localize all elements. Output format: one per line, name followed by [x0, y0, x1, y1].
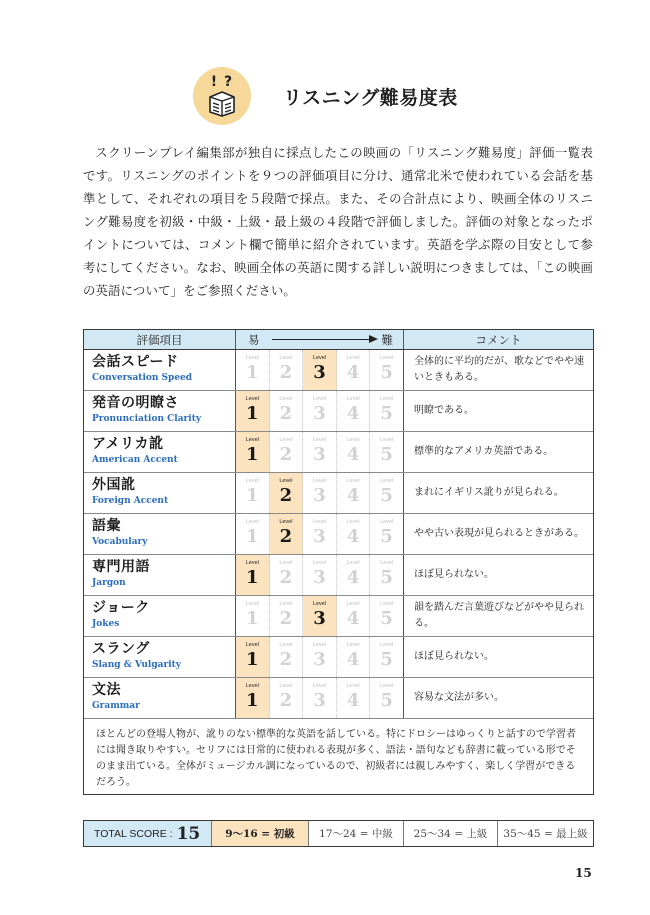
level-number: 3: [313, 444, 326, 465]
level-cell: [303, 432, 337, 472]
level-number: 1: [246, 608, 259, 629]
level-label: Level: [245, 642, 259, 648]
table-row: [84, 637, 593, 678]
box-icon: [208, 91, 236, 117]
total-score-value: 15: [176, 823, 201, 844]
level-cells: [236, 596, 404, 636]
level-cell: [270, 432, 304, 472]
level-cells: [236, 432, 404, 472]
level-cell-selected: [303, 350, 337, 390]
criterion-name-en: Jokes: [92, 619, 120, 629]
level-cell: [370, 350, 403, 390]
criterion-cell: [84, 678, 236, 718]
level-label: Level: [346, 642, 360, 648]
level-number: 4: [346, 690, 360, 711]
score-range-intermediate: 17〜24 = 中級: [309, 821, 404, 846]
level-label: Level: [380, 601, 394, 607]
listening-difficulty-table: [83, 329, 594, 795]
level-label: Level: [312, 601, 327, 607]
level-number: 3: [313, 690, 326, 711]
criterion-name-jp: 専門用語: [92, 559, 150, 575]
level-number: 4: [346, 649, 360, 670]
level-label: Level: [279, 396, 293, 402]
level-label: Level: [312, 396, 327, 402]
level-number: 3: [313, 362, 326, 383]
level-number: 3: [313, 649, 326, 670]
level-cell: [370, 678, 403, 718]
level-cell: [337, 432, 371, 472]
level-cell: [370, 555, 403, 595]
section-heading: [193, 66, 458, 126]
level-cells: [236, 555, 404, 595]
table-header: [84, 330, 593, 350]
level-number: 1: [246, 649, 259, 670]
level-number: 1: [246, 444, 259, 465]
level-label: Level: [380, 560, 394, 566]
level-label: Level: [279, 642, 293, 648]
level-cells: [236, 514, 404, 554]
level-label: Level: [245, 437, 259, 443]
level-number: 2: [279, 526, 293, 547]
level-label: Level: [380, 396, 394, 402]
level-number: 1: [246, 485, 259, 506]
level-number: 1: [246, 526, 259, 547]
level-number: 2: [279, 567, 293, 588]
level-number: 3: [313, 526, 326, 547]
level-cell: [337, 350, 371, 390]
criterion-cell: [84, 391, 236, 431]
level-label: Level: [312, 478, 327, 484]
level-cell: [303, 473, 337, 513]
comment-cell: 全体的に平均的だが、歌などでやや速いときもある。: [414, 356, 584, 383]
level-cell: [236, 473, 270, 513]
criterion-name-en: Jargon: [92, 578, 126, 588]
level-number: 1: [246, 362, 259, 383]
level-cell-selected: [270, 514, 304, 554]
level-label: Level: [279, 437, 293, 443]
level-cell: [270, 637, 304, 677]
level-cell-selected: [236, 637, 270, 677]
level-label: Level: [380, 642, 394, 648]
level-cell: [337, 473, 371, 513]
level-cell: [270, 678, 304, 718]
level-number: 3: [313, 403, 326, 424]
level-number: 1: [246, 403, 259, 424]
criterion-name-en: Slang & Vulgarity: [92, 660, 182, 670]
criterion-name-jp: アメリカ訛: [92, 436, 164, 452]
arrow-right-icon: [272, 339, 376, 340]
level-number: 5: [380, 690, 393, 711]
criterion-name-jp: 語彙: [92, 518, 121, 534]
level-number: 5: [380, 444, 393, 465]
level-cell: [236, 350, 270, 390]
level-label: Level: [279, 683, 293, 689]
level-label: Level: [380, 519, 394, 525]
level-cell-selected: [303, 596, 337, 636]
level-label: Level: [346, 437, 360, 443]
level-number: 1: [246, 690, 259, 711]
header-comment: コメント: [475, 332, 522, 347]
level-cell: [337, 514, 371, 554]
table-row: [84, 473, 593, 514]
criterion-name-jp: ジョーク: [92, 600, 150, 616]
score-range-expert: 35〜45 = 最上級: [503, 828, 588, 840]
level-cell: [303, 514, 337, 554]
comment-cell: ほぼ見られない。: [414, 651, 494, 662]
summary-comment: ほとんどの登場人物が、訛りのない標準的な英語を話している。特にドロシーはゆっくりと話すので学習者には聞き取りやすい。セリフには日常的に使われる表現が多く、語法・語句なども辞書に載っている形でそのまま出ている。全体がミュージカル調になっているので、初級者には親しみやすく、楽しく学習ができるだろう。: [96, 729, 576, 788]
level-number: 2: [279, 649, 293, 670]
criterion-name-en: Vocabulary: [92, 537, 148, 547]
level-number: 2: [279, 485, 293, 506]
table-row: [84, 596, 593, 637]
level-cell-selected: [236, 432, 270, 472]
level-cell-selected: [236, 555, 270, 595]
level-cell: [370, 391, 403, 431]
level-number: 5: [380, 403, 393, 424]
level-label: Level: [245, 560, 259, 566]
page-number: 15: [575, 866, 592, 880]
level-cell: [303, 555, 337, 595]
level-number: 5: [380, 608, 393, 629]
level-label: Level: [312, 560, 327, 566]
criterion-cell: [84, 432, 236, 472]
badge-marks: ! ?: [210, 74, 234, 90]
level-cell: [337, 678, 371, 718]
level-number: 4: [346, 362, 360, 383]
level-number: 3: [313, 567, 326, 588]
level-label: Level: [346, 355, 360, 361]
level-cell: [370, 596, 403, 636]
comment-cell: 明瞭である。: [414, 405, 474, 416]
table-row: [84, 350, 593, 391]
level-number: 4: [346, 567, 360, 588]
level-cell: [370, 432, 403, 472]
level-cell: [270, 596, 304, 636]
level-label: Level: [380, 355, 394, 361]
level-cell: [337, 555, 371, 595]
level-label: Level: [279, 560, 293, 566]
header-hard: 難: [381, 332, 393, 347]
header-item: 評価項目: [84, 330, 236, 349]
score-range-advanced: 25〜34 = 上級: [404, 821, 498, 846]
level-number: 5: [380, 362, 393, 383]
level-label: Level: [346, 560, 360, 566]
level-label: Level: [312, 355, 327, 361]
level-number: 3: [313, 485, 326, 506]
level-number: 2: [279, 608, 293, 629]
level-number: 2: [279, 444, 293, 465]
total-score-label: TOTAL SCORE :: [94, 827, 173, 840]
table-row: [84, 391, 593, 432]
level-label: Level: [245, 519, 259, 525]
criterion-name-jp: 発音の明瞭さ: [92, 395, 179, 411]
criterion-cell: [84, 596, 236, 636]
criterion-name-jp: スラング: [92, 641, 150, 657]
level-label: Level: [312, 519, 327, 525]
exclamation-question-box-icon: [193, 67, 251, 125]
level-label: Level: [346, 396, 360, 402]
level-label: Level: [346, 683, 360, 689]
criterion-name-en: American Accent: [92, 455, 178, 465]
comment-cell: ほぼ見られない。: [414, 569, 494, 580]
level-cell-selected: [270, 473, 304, 513]
level-cell: [270, 391, 304, 431]
comment-cell: 標準的なアメリカ英語である。: [414, 446, 554, 457]
criterion-cell: [84, 555, 236, 595]
level-label: Level: [380, 478, 394, 484]
level-cell: [370, 514, 403, 554]
level-label: Level: [346, 601, 360, 607]
level-cells: [236, 678, 404, 718]
level-cell-selected: [236, 678, 270, 718]
level-cell: [370, 637, 403, 677]
comment-cell: やや古い表現が見られるときがある。: [414, 528, 584, 539]
level-number: 2: [279, 690, 293, 711]
level-cell: [270, 555, 304, 595]
level-cell: [337, 637, 371, 677]
score-range-beginner: 9〜16 = 初級: [212, 821, 309, 846]
level-cells: [236, 391, 404, 431]
level-cell: [370, 473, 403, 513]
level-label: Level: [245, 355, 259, 361]
level-label: Level: [312, 683, 327, 689]
criterion-name-en: Conversation Speed: [92, 373, 193, 383]
level-cell: [337, 391, 371, 431]
level-cell: [236, 596, 270, 636]
level-label: Level: [380, 683, 394, 689]
level-cell: [236, 514, 270, 554]
criterion-cell: [84, 514, 236, 554]
level-number: 4: [346, 608, 360, 629]
level-label: Level: [380, 437, 394, 443]
criterion-name-en: Foreign Accent: [92, 496, 169, 506]
table-row: [84, 555, 593, 596]
level-number: 5: [380, 526, 393, 547]
level-cell: [337, 596, 371, 636]
table-row: [84, 432, 593, 473]
criterion-cell: [84, 637, 236, 677]
level-number: 3: [313, 608, 326, 629]
comment-cell: 容易な文法が多い。: [414, 692, 504, 703]
comment-cell: 韻を踏んだ言葉遊びなどがやや見られる。: [414, 602, 584, 629]
comment-cell: まれにイギリス訛りが見られる。: [414, 487, 564, 498]
level-cell: [270, 350, 304, 390]
level-label: Level: [346, 478, 360, 484]
level-number: 5: [380, 567, 393, 588]
level-cell: [303, 637, 337, 677]
level-label: Level: [245, 683, 259, 689]
level-cell: [303, 391, 337, 431]
level-label: Level: [279, 478, 293, 484]
criterion-name-jp: 外国訛: [92, 477, 136, 493]
level-label: Level: [346, 519, 360, 525]
level-number: 1: [246, 567, 259, 588]
level-number: 5: [380, 485, 393, 506]
table-row: [84, 514, 593, 555]
level-label: Level: [279, 601, 293, 607]
level-cells: [236, 637, 404, 677]
level-number: 5: [380, 649, 393, 670]
criterion-name-jp: 文法: [92, 682, 121, 698]
total-score-bar: [83, 820, 594, 847]
criterion-name-en: Grammar: [92, 701, 140, 711]
intro-paragraph: スクリーンプレイ編集部が独自に採点したこの映画の「リスニング難易度」評価一覧表です。リスニングのポイントを９つの評価項目に分け、通常北米で使われている会話を基準として、それぞれの項目を５段階で採点。また、その合計点により、映画全体のリスニング難易度を初級・中級・上級・最上級の４段階で評価しました。評価の対象となったポイントについては、コメント欄で簡単に紹介されています。英語を学ぶ際の目安として参考にしてください。なお、映画全体の英語に関する詳しい説明につきましては、「この映画の英語について」をご参照ください。: [83, 145, 593, 298]
level-number: 4: [346, 485, 360, 506]
criterion-name-en: Pronunciation Clarity: [92, 414, 202, 424]
level-number: 4: [346, 526, 360, 547]
level-cell-selected: [236, 391, 270, 431]
level-label: Level: [245, 601, 259, 607]
level-label: Level: [312, 437, 327, 443]
level-cells: [236, 350, 404, 390]
level-label: Level: [245, 478, 259, 484]
header-easy: 易: [248, 332, 260, 347]
level-number: 2: [279, 403, 293, 424]
table-row: [84, 678, 593, 719]
header-level-scale: [236, 330, 404, 349]
level-cell: [303, 678, 337, 718]
level-label: Level: [245, 396, 259, 402]
level-label: Level: [279, 519, 293, 525]
total-score: [84, 821, 212, 846]
criterion-name-jp: 会話スピード: [92, 354, 179, 370]
table-body: [84, 350, 593, 719]
criterion-cell: [84, 473, 236, 513]
level-label: Level: [312, 642, 327, 648]
level-cells: [236, 473, 404, 513]
level-number: 4: [346, 444, 360, 465]
page-title: リスニング難易度表: [283, 86, 458, 109]
level-number: 4: [346, 403, 360, 424]
level-number: 2: [279, 362, 293, 383]
criterion-cell: [84, 350, 236, 390]
level-label: Level: [279, 355, 293, 361]
